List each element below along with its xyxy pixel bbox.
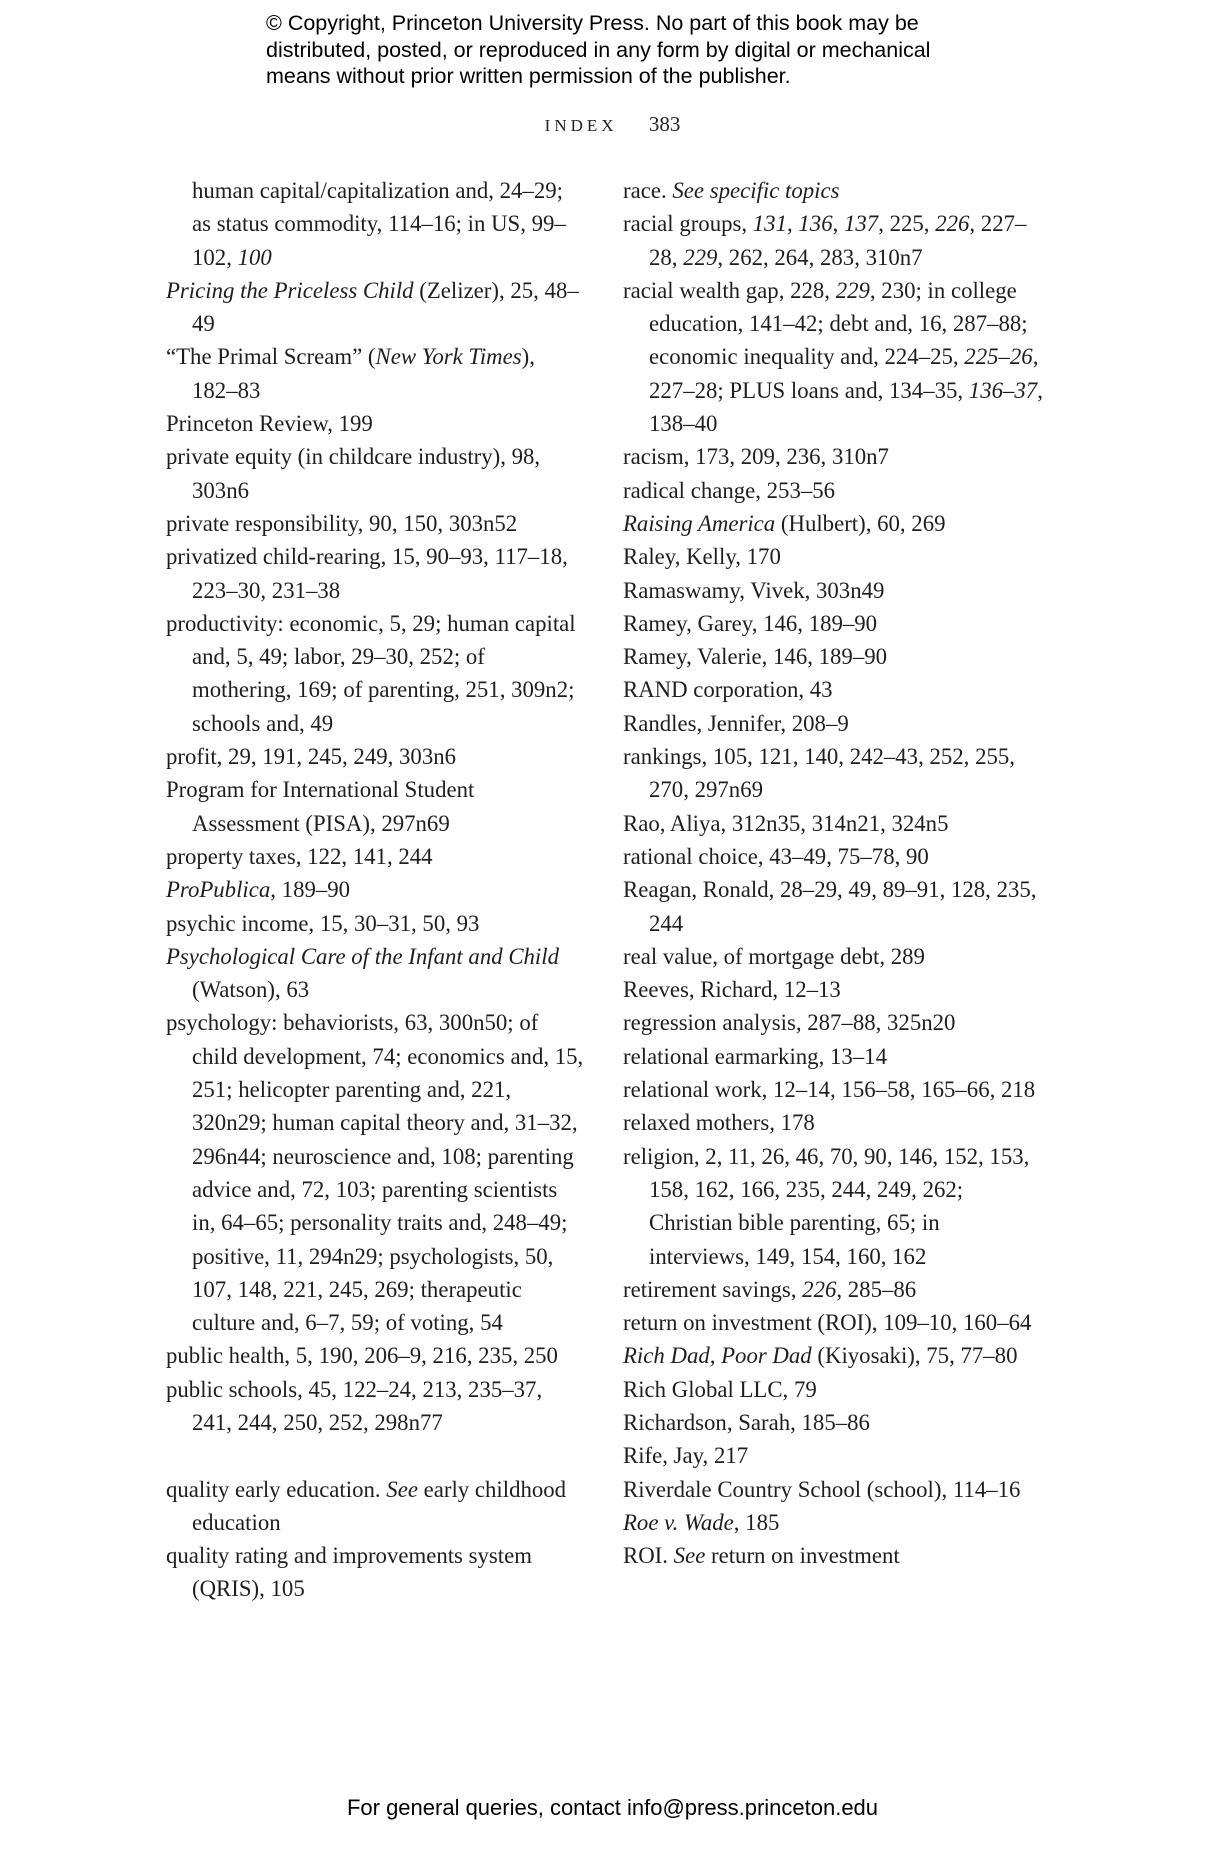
running-head-label: INDEX [544, 116, 618, 135]
index-entry: private equity (in childcare industry), 98, 303n6 [166, 444, 541, 503]
index-entry: Program for International Student Assessment (PISA), 297n69 [166, 777, 475, 836]
copyright-line: distributed, posted, or reproduced in any form by digital or mechanical [266, 37, 931, 62]
index-entry: race. See specific topics [623, 178, 840, 203]
index-entry: public health, 5, 190, 206–9, 216, 235, 250 [166, 1343, 558, 1369]
index-entry: retirement savings, 226, 285–86 [623, 1276, 917, 1302]
index-entry: Raising America (Hulbert), 60, 269 [623, 510, 946, 536]
copyright-line: means without prior written permission of the publisher. [266, 64, 791, 88]
index-entry: relational work, 12–14, 156–58, 165–66, 218 [623, 1077, 1036, 1103]
index-entry: Princeton Review, 199 [166, 411, 373, 437]
index-entry: human capital/capitalization and, 24–29; as status commodity, 114–16; in US, 99–102, 100 [192, 178, 566, 270]
index-column-right [623, 174, 1043, 1572]
index-entry: Raley, Kelly, 170 [623, 544, 781, 570]
index-column-left [166, 174, 586, 1606]
index-entry: relational earmarking, 13–14 [623, 1043, 887, 1069]
copyright-notice [266, 10, 1026, 90]
page-number: 383 [648, 112, 681, 136]
index-entry: Ramey, Valerie, 146, 189–90 [623, 644, 888, 670]
index-entry: real value, of mortgage debt, 289 [623, 943, 925, 969]
index-entry: regression analysis, 287–88, 325n20 [623, 1010, 956, 1036]
index-entry: Rich Dad, Poor Dad (Kiyosaki), 75, 77–80 [623, 1343, 1018, 1369]
index-entry: Riverdale Country School (school), 114–16 [623, 1476, 1021, 1502]
index-entry: privatized child-rearing, 15, 90–93, 117–18, 223–30, 231–38 [166, 544, 568, 603]
index-entry: public schools, 45, 122–24, 213, 235–37, 241, 244, 250, 252, 298n77 [166, 1376, 543, 1435]
index-entry: quality rating and improvements system (QRIS), 105 [166, 1543, 532, 1602]
index-entry: ROI. See return on investment [623, 1543, 900, 1569]
index-entry: psychic income, 15, 30–31, 50, 93 [166, 910, 480, 936]
index-entry: rankings, 105, 121, 140, 242–43, 252, 255, 270, 297n69 [623, 744, 1015, 803]
index-entry: Pricing the Priceless Child (Zelizer), 25, 48–49 [166, 277, 579, 337]
index-entry: racial groups, 131, 136, 137, 225, 226, 227–28, 229, 262, 264, 283, 310n7 [623, 211, 1027, 270]
index-entry: radical change, 253–56 [623, 477, 836, 503]
index-entry: RAND corporation, 43 [623, 677, 833, 703]
index-entry: productivity: economic, 5, 29; human capital and, 5, 49; labor, 29–30, 252; of mothering, 169; of parenting, 251, 309n2; schools and, 49 [166, 610, 576, 736]
index-entry: psychology: behaviorists, 63, 300n50; of child development, 74; economics and, 15, 251; helicopter parenting and, 221, 320n29; human capital theory and, 31–32, 296n44; neuroscience and, 108; parenting advice and, 72, 103; parenting scientists in, 64–65; personality traits and, 248–49; positive, 11, 294n29; psychologists, 50, 107, 148, 221, 245, 269; therapeutic culture and, 6–7, 59; of voting, 54 [166, 1010, 584, 1336]
index-entry: Psychological Care of the Infant and Child (Watson), 63 [166, 943, 559, 1003]
index-entry: private responsibility, 90, 150, 303n52 [166, 510, 518, 536]
index-entry: Randles, Jennifer, 208–9 [623, 710, 849, 736]
index-entry: property taxes, 122, 141, 244 [166, 843, 433, 869]
index-entry: racism, 173, 209, 236, 310n7 [623, 444, 889, 470]
index-entry: Ramaswamy, Vivek, 303n49 [623, 577, 885, 603]
index-entry: Reeves, Richard, 12–13 [623, 977, 841, 1003]
index-entry: relaxed mothers, 178 [623, 1110, 815, 1136]
index-entry: return on investment (ROI), 109–10, 160–64 [623, 1310, 1032, 1336]
index-entry: Reagan, Ronald, 28–29, 49, 89–91, 128, 235, 244 [623, 877, 1037, 936]
running-head [0, 112, 1225, 137]
index-entry: Rich Global LLC, 79 [623, 1376, 817, 1402]
index-entry: Ramey, Garey, 146, 189–90 [623, 610, 878, 636]
index-entry: Roe v. Wade, 185 [623, 1509, 780, 1535]
index-entry: quality early education. See early childhood education [166, 1476, 567, 1535]
copyright-line: © Copyright, Princeton University Press. No part of this book may be [266, 11, 919, 35]
index-entry: Rife, Jay, 217 [623, 1443, 749, 1469]
index-entry: religion, 2, 11, 26, 46, 70, 90, 146, 152, 153, 158, 162, 166, 235, 244, 249, 262; Christian bible parenting, 65; in interviews, 149, 154, 160, 162 [623, 1143, 1030, 1269]
index-entry: Rao, Aliya, 312n35, 314n21, 324n5 [623, 810, 949, 836]
footer-contact: For general queries, contact info@press.princeton.edu [346, 1795, 879, 1820]
index-entry: profit, 29, 191, 245, 249, 303n6 [166, 744, 457, 770]
index-entry: ProPublica, 189–90 [166, 877, 351, 903]
index-entry: Richardson, Sarah, 185–86 [623, 1409, 870, 1435]
index-entry: racial wealth gap, 228, 229, 230; in college education, 141–42; debt and, 16, 287–88; economic inequality and, 224–25, 225–26, 227–28; PLUS loans and, 134–35, 136–37, 138–40 [623, 277, 1043, 437]
index-entry: “The Primal Scream” (New York Times), 182–83 [166, 344, 535, 403]
index-entry: rational choice, 43–49, 75–78, 90 [623, 843, 929, 869]
